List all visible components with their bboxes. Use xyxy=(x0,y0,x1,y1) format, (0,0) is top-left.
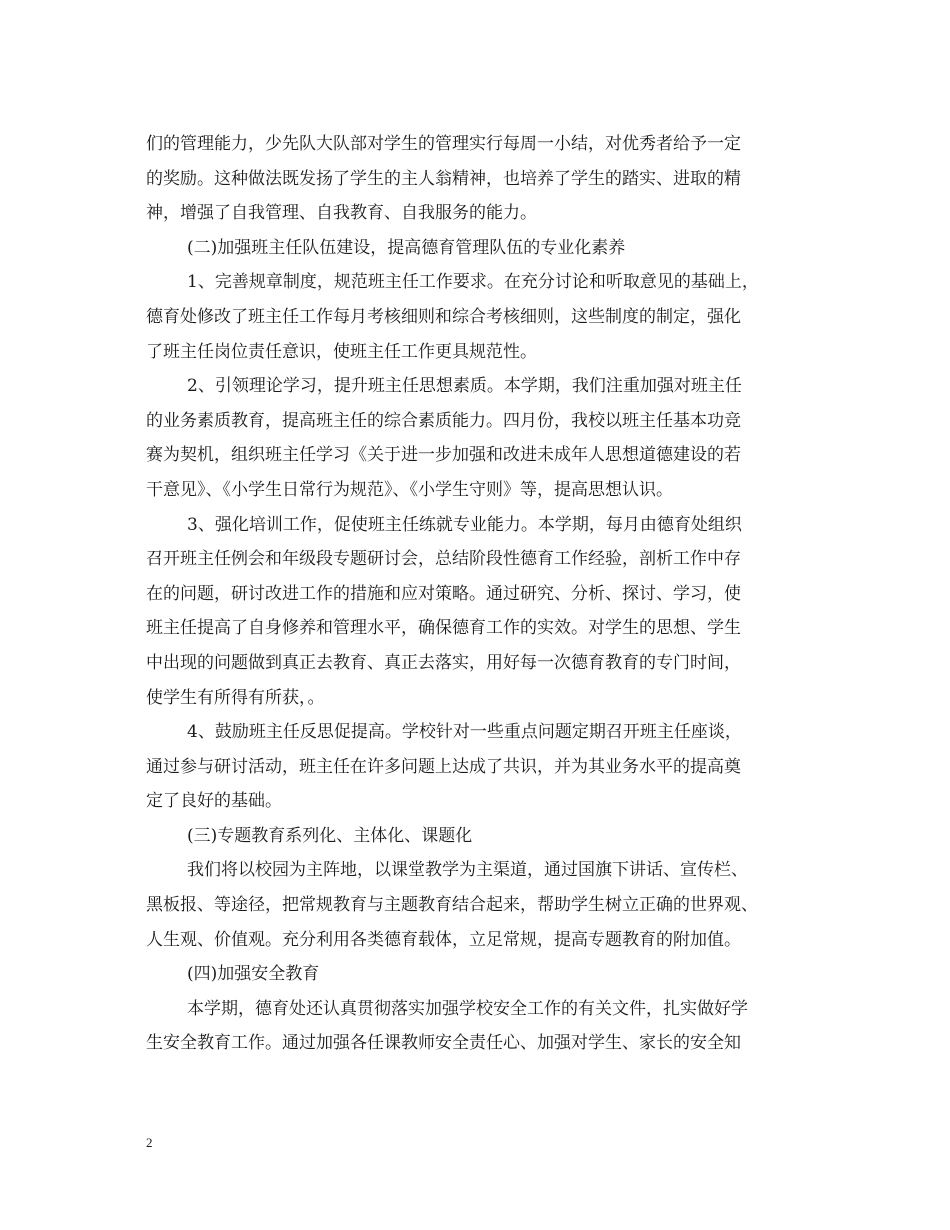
text-line: 了班主任岗位责任意识，使班主任工作更具规范性。 xyxy=(146,341,537,362)
text-line: 4、鼓励班主任反思促提高。学校针对一些重点问题定期召开班主任座谈， xyxy=(187,722,742,743)
text-line: 定了良好的基础。 xyxy=(146,791,282,812)
text-line: 生安全教育工作。通过加强各任课教师安全责任心、加强对学生、家长的安全知 xyxy=(146,1033,741,1054)
text-line: 在的问题，研讨改进工作的措施和应对策略。通过研究、分析、探讨、学习，使 xyxy=(146,583,741,604)
text-line: 中出现的问题做到真正去教育、真正去落实，用好每一次德育教育的专门时间， xyxy=(146,652,741,673)
text-line: 们的管理能力，少先队大队部对学生的管理实行每周一小结，对优秀者给予一定 xyxy=(146,134,741,154)
text-line: 本学期，德育处还认真贯彻落实加强学校安全工作的有关文件，扎实做好学 xyxy=(187,998,748,1019)
text-line: 黑板报、等途径，把常规教育与主题教育结合起来，帮助学生树立正确的世界观、 xyxy=(146,895,758,916)
page-number: 2 xyxy=(146,1135,153,1150)
text-line: 1、完善规章制度，规范班主任工作要求。在充分讨论和听取意见的基础上， xyxy=(187,272,759,293)
text-line: 的业务素质教育，提高班主任的综合素质能力。四月份，我校以班主任基本功竞 xyxy=(146,410,741,431)
text-line: 神，增强了自我管理、自我教育、自我服务的能力。 xyxy=(146,203,537,224)
document-body xyxy=(146,127,816,1061)
text-line: 班主任提高了自身修养和管理水平，确保德育工作的实效。对学生的思想、学生 xyxy=(146,618,741,639)
text-line: 使学生有所得有所获，。 xyxy=(146,687,325,708)
text-line: 我们将以校园为主阵地，以课堂教学为主渠道，通过国旗下讲话、宣传栏、 xyxy=(187,860,748,881)
text-line: 赛为契机，组织班主任学习《关于进一步加强和改进未成年人思想道德建设的若 xyxy=(146,445,741,466)
text-line: (三)专题教育系列化、主体化、课题化 xyxy=(187,825,473,846)
text-line: 干意见》、《小学生日常行为规范》、《小学生守则》等，提高思想认识。 xyxy=(146,479,673,500)
text-line: (二)加强班主任队伍建设，提高德育管理队伍的专业化素养 xyxy=(187,237,626,258)
text-line: 2、引领理论学习，提升班主任思想素质。本学期，我们注重加强对班主任 xyxy=(187,376,742,397)
text-line: 召开班主任例会和年级段专题研讨会，总结阶段性德育工作经验，剖析工作中存 xyxy=(146,549,741,570)
text-line: 德育处修改了班主任工作每月考核细则和综合考核细则，这些制度的制定，强化 xyxy=(146,306,741,327)
text-line: (四)加强安全教育 xyxy=(187,964,320,985)
text-line: 通过参与研讨活动，班主任在许多问题上达成了共识，并为其业务水平的提高奠 xyxy=(146,756,741,777)
text-line: 的奖励。这种做法既发扬了学生的主人翁精神，也培养了学生的踏实、进取的精 xyxy=(146,168,741,189)
text-line: 3、强化培训工作，促使班主任练就专业能力。本学期，每月由德育处组织 xyxy=(187,514,742,535)
text-line: 人生观、价值观。充分利用各类德育载体，立足常规，提高专题教育的附加值。 xyxy=(146,929,741,950)
